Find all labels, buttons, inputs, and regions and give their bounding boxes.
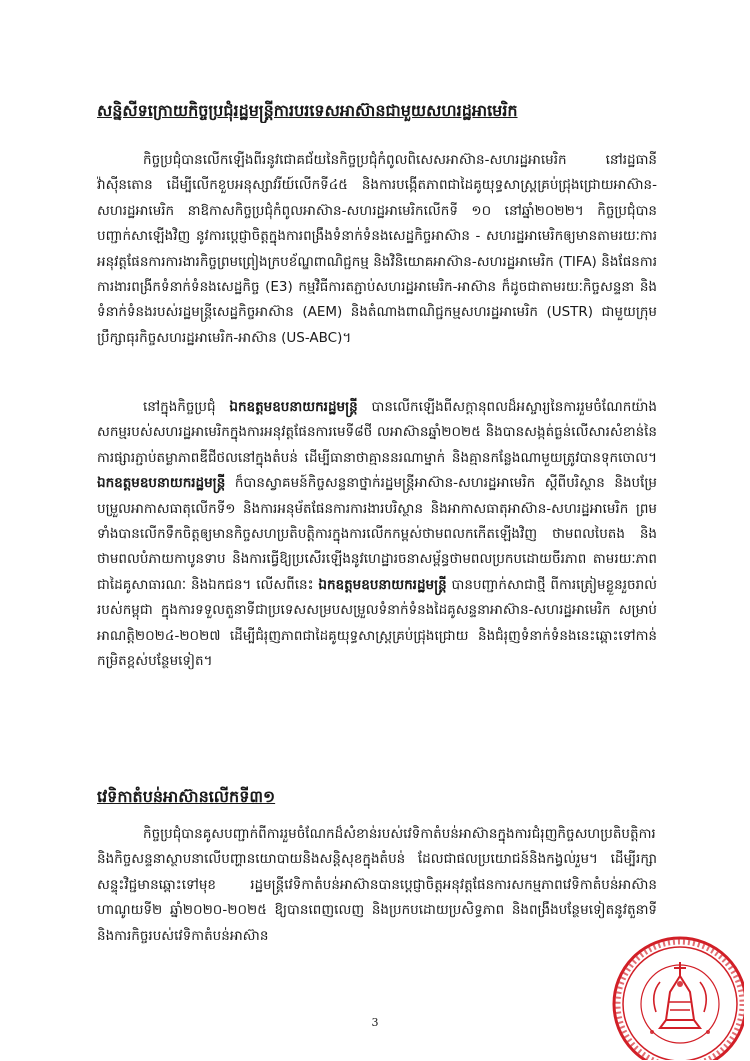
paragraph-summit-outcomes: [97, 148, 657, 351]
official-seal-icon: [594, 932, 744, 1060]
page-number: 3: [371, 1016, 379, 1029]
text-run: បានបញ្ជាក់សាជាថ្មី ពីការត្រៀមខ្លួនរួចរាល់របស់កម្ពុជា ក្នុងការទទួលតួនាទីជាប្រទេសសម្របសម្រួលទំនាក់ទំនងដៃគូសន្ទនាអាស៊ាន-សហរដ្ឋអាមេរិក សម្រាប់អាណត្តិ២០២៤-២០២៧ ដើម្បីជំរុញភាពជាដៃគូយុទ្ធសាស្ត្រគ្រប់ជ្រុងជ្រោយ និងជំរុញទំនាក់ទំនងនេះឆ្ពោះទៅកាន់កម្រិតខ្ពស់បន្ថែមទៀត។: [97, 576, 657, 670]
section-heading-asean-regional-forum: វេទិកាតំបន់អាស៊ានលើកទី៣១: [97, 787, 276, 806]
dignitary-title: ឯកឧត្តមឧបនាយករដ្ឋមន្ត្រី: [229, 399, 358, 415]
paragraph-text: កិច្ចប្រជុំបានគូសបញ្ជាក់ពីការរួមចំណែកដ៏សំខាន់របស់វេទិកាតំបន់អាស៊ានក្នុងការជំរុញកិច្ចសហប្រតិបត្តិការនិងកិច្ចសន្ទនាស្ថាបនាលើបញ្ហានយោបាយនិងសន្តិសុខក្នុងតំបន់ ដែលជាផលប្រយោជន៍និងកង្វល់រួម។ ដើម្បីរក្សាសន្ទុះវិជ្ជមានឆ្ពោះទៅមុខ រដ្ឋមន្ត្រីវេទិកាតំបន់អាស៊ានបានប្តេជ្ញាចិត្តអនុវត្តផែនការសកម្មភាពវេទិកាតំបន់អាស៊ានហាណូយទី២ ឆ្នាំ២០២០-២០២៥ ឱ្យបានពេញលេញ និងប្រកបដោយប្រសិទ្ធភាព និងពង្រឹងបន្ថែមទៀតនូវតួនាទីនិងការកិច្ចរបស់វេទិកាតំបន់អាស៊ាន: [97, 826, 657, 944]
dignitary-title: ឯកឧត្តមឧបនាយករដ្ឋមន្ត្រី: [318, 576, 447, 593]
paragraph-text: [97, 395, 657, 674]
paragraph-deputy-prime-minister-remarks: [97, 395, 657, 674]
text-run: នៅក្នុងកិច្ចប្រជុំ: [143, 399, 230, 415]
text-run: ក៏បានស្វាគមន៍កិច្ចសន្ទនាថ្នាក់រដ្ឋមន្ត្រីអាស៊ាន-សហរដ្ឋអាមេរិក ស្តីពីបរិស្ថាន និងបម្រែបម្រួលអាកាសធាតុលើកទី១ និងការអនុម័តផែនការការងារបរិស្ថាន និងអាកាសធាតុអាស៊ាន-សហរដ្ឋអាមេរិក ព្រមទាំងបានលើកទឹកចិត្តឲ្យមានកិច្ចសហប្រតិបត្តិការក្នុងការលើកកម្ពស់ថាមពលកកើតឡើងវិញ ថាមពលបៃតង និងថាមពលបំភាយកាបូនទាប និងការធ្វើឱ្យប្រសើរឡើងនូវហេដ្ឋារចនាសម្ព័ន្ធថាមពលប្រកបដោយចីរភាព តាមរយៈភាពជាដៃគូសាធារណៈ និងឯកជន។ លើសពីនេះ: [97, 475, 657, 593]
paragraph-text: កិច្ចប្រជុំបានលើកឡើងពីរនូវជោគជ័យនៃកិច្ចប្រជុំកំពូលពិសេសអាស៊ាន-សហរដ្ឋអាមេរិក នៅរដ្ឋធានីវ៉ាស៊ីនតោន ដើម្បីលើកខួបអនុស្សាវរីយ៍លើកទី៤៥ និងការបង្កើតភាពជាដៃគូយុទ្ធសាស្ត្រគ្រប់ជ្រុងជ្រោយអាស៊ាន-សហរដ្ឋអាមេរិក នាឱកាសកិច្ចប្រជុំកំពូលអាស៊ាន-សហរដ្ឋអាមេរិកលើកទី ១០ នៅឆ្នាំ២០២២។ កិច្ចប្រជុំបានបញ្ជាក់សាឡើងវិញ នូវការប្តេជ្ញាចិត្តក្នុងការពង្រឹងទំនាក់ទំនងសេដ្ឋកិច្ចអាស៊ាន - សហរដ្ឋអាមេរិកឲ្យមានតាមរយៈការអនុវត្តផែនការការងារកិច្ចព្រមព្រៀងក្របខ័ណ្ឌពាណិជ្ជកម្ម និងវិនិយោគអាស៊ាន-សហរដ្ឋអាមេរិក (TIFA) និងផែនការការងារពង្រីកទំនាក់ទំនងសេដ្ឋកិច្ច (E3) កម្មវិធីការតភ្ជាប់សហរដ្ឋអាមេរិក-អាស៊ាន ក៏ដូចជាតាមរយៈកិច្ចសន្ទនា និងទំនាក់ទំនងរបស់រដ្ឋមន្ត្រីសេដ្ឋកិច្ចអាស៊ាន (AEM) និងតំណាងពាណិជ្ជកម្មសហរដ្ឋអាមេរិក (USTR) ជាមួយក្រុមប្រឹក្សាធុរកិច្ចសហរដ្ឋអាមេរិក-អាស៊ាន (US-ABC)។: [97, 152, 657, 346]
section-heading-post-ministerial-conference: សន្និសីទក្រោយកិច្ចប្រជុំរដ្ឋមន្ត្រីការបរទេសអាស៊ានជាមួយសហរដ្ឋអាមេរិក: [97, 101, 518, 120]
text-run: បានលើកឡើងពីសក្តានុពលដ៏អស្ចារ្យនៃការរួមចំណែកយ៉ាងសកម្មរបស់សហរដ្ឋអាមេរិកក្នុងការអនុវត្តផែនការមេទី៨ថី លអាស៊ានឆ្នាំ២០២៥ និងបានសង្កត់ធ្ងន់លើសារសំខាន់នៃការផ្សារភ្ជាប់តម្លាភាពឌីជីថលនៅក្នុងតំបន់ ដើម្បីធានាថាគ្មាននរណាម្នាក់ និងគ្មានកន្លែងណាមួយត្រូវបានទុកចោល។: [97, 399, 657, 466]
dignitary-title: ឯកឧត្តមឧបនាយករដ្ឋមន្ត្រី: [97, 475, 226, 492]
paragraph-regional-forum: [97, 822, 657, 949]
